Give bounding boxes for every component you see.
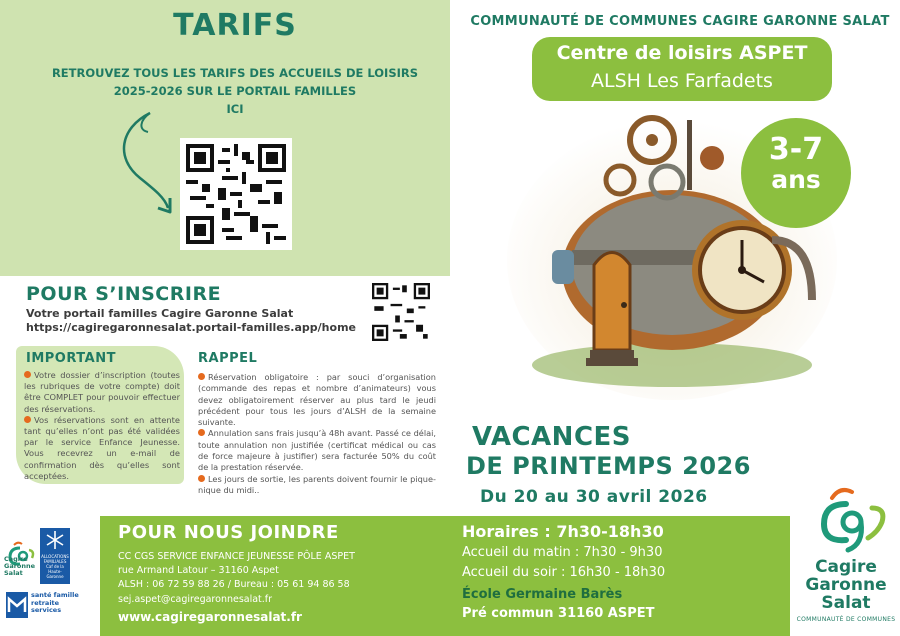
- vacances-subtitle: DE PRINTEMPS 2026: [466, 452, 751, 480]
- rappel-text: [198, 372, 436, 496]
- cgs-brand-subtitle: COMMUNAUTÉ DE COMMUNES: [796, 616, 896, 623]
- rappel-title: RAPPEL: [198, 351, 258, 366]
- joindre-title: POUR NOUS JOINDRE: [118, 522, 339, 543]
- arrow-bullet-icon: [24, 371, 31, 378]
- communaute-header: COMMUNAUTÉ DE COMMUNES CAGIRE GARONNE SALAT: [470, 14, 890, 29]
- msa-text: santé famille retraite services: [31, 591, 79, 614]
- vacances-dates: Du 20 au 30 avril 2026: [480, 487, 708, 507]
- accueil-matin: Accueil du matin : 7h30 - 9h30: [462, 545, 663, 560]
- list-item: Votre dossier d’inscription (toutes les rubriques de votre compte) doit être COMPLET pour pouvoir effectuer des réservations.: [24, 370, 180, 414]
- qr-code-icon: [372, 283, 430, 341]
- age-unit: ans: [771, 165, 821, 194]
- list-item: Vos réservations sont en attente tant qu’elles n’ont pas été validées par le service Enfance Jeunesse. Vous recevrez un e-mail de confirmation dès qu’elles sont acceptées.: [24, 414, 180, 481]
- small-cgs-text: Cagire Garonne Salat: [4, 555, 36, 577]
- list-item: Les jours de sortie, les parents doivent fournir le pique-nique du midi..: [198, 473, 436, 495]
- inscrire-portal-link[interactable]: https://cagiregaronnesalat.portail-familles.app/home: [26, 321, 356, 334]
- caf-snowflake-icon: [40, 528, 70, 552]
- arrow-bullet-icon: [24, 416, 31, 423]
- caf-text: ALLOCATIONS FAMILIALES Caf de la Haute-Garonne: [41, 554, 69, 579]
- arrow-bullet-icon: [198, 475, 205, 482]
- qr-code-icon: [186, 144, 286, 244]
- age-range: 3-7: [768, 132, 824, 167]
- tarifs-text: [40, 64, 430, 118]
- curved-arrow-icon: [110, 108, 180, 218]
- cgs-brand-name: Cagire Garonne Salat: [805, 557, 887, 613]
- horaires-title: Horaires : 7h30-18h30: [462, 522, 664, 541]
- list-item: Annulation sans frais jusqu’à 48h avant. Passé ce délai, toute annulation non justifiée (certificat médical ou cas de force majeure à justifier) sera facturée 50% du coût de la prestation réservée.: [198, 428, 436, 473]
- tarifs-line-2: 2025-2026 SUR LE PORTAIL FAMILLES: [113, 84, 357, 98]
- accueil-soir: Accueil du soir : 16h30 - 18h30: [462, 565, 666, 580]
- alsh-name: ALSH Les Farfadets: [591, 70, 773, 92]
- tarifs-line-1: RETROUVEZ TOUS LES TARIFS DES ACCUEILS DE LOISIRS: [51, 66, 419, 80]
- joindre-email[interactable]: sej.aspet@cagiregaronnesalat.fr: [118, 594, 273, 605]
- important-text: [24, 370, 180, 482]
- centre-name: Centre de loisirs ASPET: [556, 42, 808, 64]
- tarifs-line-3: ICI: [226, 102, 244, 116]
- cgs-logo-icon: [806, 478, 890, 558]
- arrow-bullet-icon: [198, 373, 205, 380]
- inscrire-portal-name: Votre portail familles Cagire Garonne Salat: [26, 307, 294, 320]
- vacances-title: VACANCES: [472, 422, 632, 452]
- joindre-website[interactable]: www.cagiregaronnesalat.fr: [118, 610, 302, 624]
- inscrire-qr-code[interactable]: [372, 283, 430, 341]
- list-item: Réservation obligatoire : par souci d’organisation (commande des repas et nombre d’animateurs) vous devez obligatoirement réserver au plus tard le jeudi précédent pour tous les jours d’ALSH de la semaine suivante.: [198, 372, 436, 428]
- ecole-address: Pré commun 31160 ASPET: [462, 606, 655, 621]
- important-title: IMPORTANT: [26, 351, 116, 366]
- joindre-phones: ALSH : 06 72 59 88 26 / Bureau : 05 61 94 86 58: [118, 579, 350, 590]
- joindre-service: CC CGS SERVICE ENFANCE JEUNESSE PÔLE ASPET: [118, 551, 355, 562]
- ecole-name: École Germaine Barès: [462, 587, 623, 602]
- tarifs-title: TARIFS: [173, 8, 297, 43]
- arrow-bullet-icon: [198, 429, 205, 436]
- joindre-address: rue Armand Latour – 31160 Aspet: [118, 565, 279, 576]
- tarifs-qr-code[interactable]: [180, 138, 292, 250]
- msa-logo: [6, 592, 28, 618]
- inscrire-title: POUR S’INSCRIRE: [26, 283, 222, 305]
- msa-mark-icon: [6, 592, 28, 618]
